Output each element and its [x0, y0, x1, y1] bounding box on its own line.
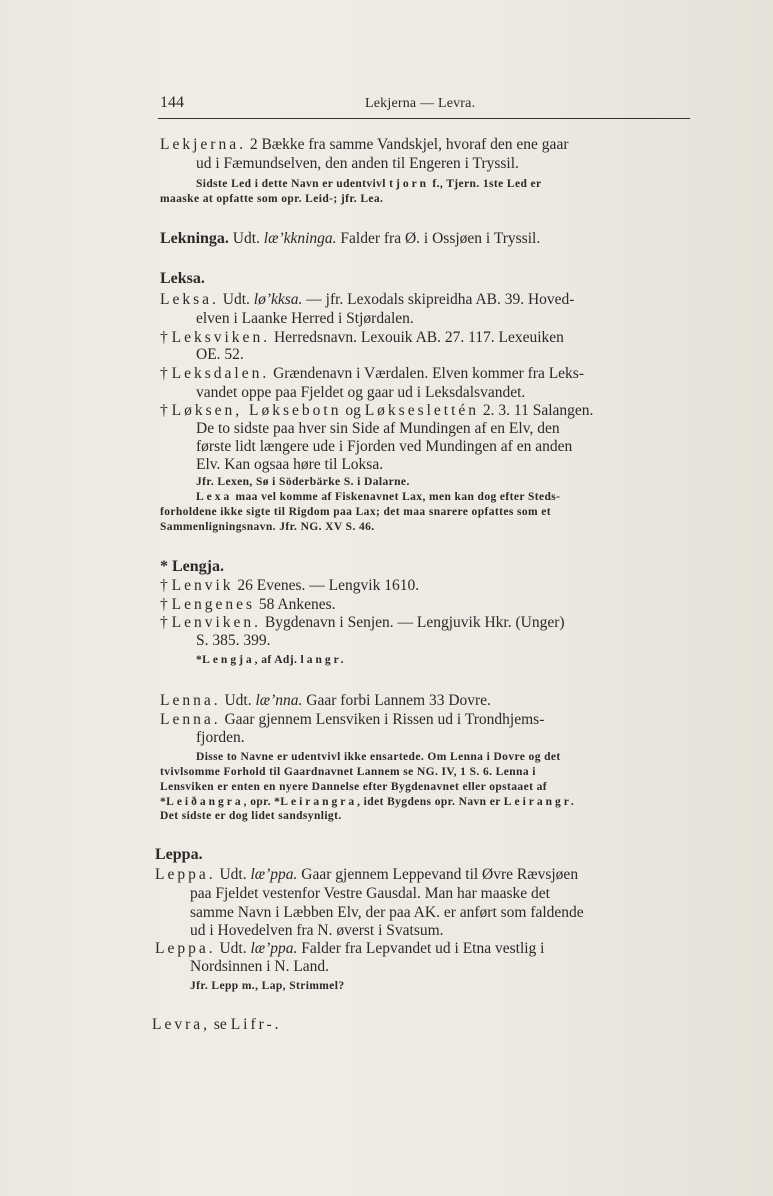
text-line [196, 632, 271, 650]
text-run: Lengenes [171, 596, 256, 613]
text-run: læ’kkninga. [263, 230, 337, 247]
text-run: langr. [300, 654, 347, 666]
text-run: † [160, 329, 172, 346]
text-run: † [160, 365, 172, 382]
text-run: Leppa. [155, 846, 203, 863]
text-run: lø’kksa. [253, 291, 303, 308]
text-run: Lekjerna. [160, 136, 246, 153]
text-run: * [196, 654, 203, 666]
text-run: Lekninga. [160, 230, 229, 247]
text-run: † [160, 614, 172, 631]
text-run: Udt. [218, 291, 254, 308]
text-line [196, 346, 244, 364]
text-run: Bygdenavn i Senjen. — Lengjuvik Hkr. (Unger) [261, 614, 565, 631]
text-run: Disse to Navne er udentvivl ikke ensartede. Om Lenna i Dovre og det [196, 751, 561, 763]
text-line [160, 558, 224, 576]
text-run: første lidt længere ude i Fjorden ved Mundingen af en anden [196, 438, 573, 455]
text-run: , opr. * [243, 796, 281, 808]
text-run: Leppa. [155, 866, 216, 883]
text-line [160, 781, 547, 793]
text-line [160, 796, 577, 808]
text-run: Lensviken er enten en nyere Dannelse efter Bygdenavnet eller opstaaet af [160, 781, 547, 793]
text-run: tvivlsomme Forhold til Gaardnavnet Lannem se NG. IV, 1 S. 6. Lenna i [160, 766, 536, 778]
text-run: Grændenavn i Værdalen. Elven kommer fra Leks- [269, 365, 584, 382]
text-run: samme Navn i Læbben Elv, der paa AK. er anført som faldende [190, 904, 584, 921]
text-run: 58 Ankenes. [255, 596, 336, 613]
text-run: Elv. Kan ogsaa høre til Loksa. [196, 456, 384, 473]
text-run: Gaar gjennem Lensviken i Rissen ud i Trondhjems- [220, 711, 545, 728]
text-line [160, 365, 584, 383]
text-run: tjorn [389, 178, 430, 190]
text-line [190, 922, 444, 940]
text-run: Løksen, Løksebotn [171, 402, 342, 419]
text-run: fjorden. [196, 729, 245, 746]
text-run: — jfr. Lexodals skipreidha AB. 39. Hoved- [302, 291, 575, 308]
text-run: * [160, 796, 167, 808]
text-run: maa vel komme af Fiskenavnet Lax, men kan dog efter Steds- [232, 491, 561, 503]
text-line [160, 596, 336, 614]
text-run: maaske at opfatte som opr. Leid-; jfr. Lea. [160, 193, 384, 205]
text-line [160, 577, 419, 595]
text-line [190, 958, 329, 976]
text-line [196, 384, 525, 402]
text-run: vandet oppe paa Fjeldet og gaar ud i Leksdalsvandet. [196, 384, 526, 401]
text-run: Lengja [202, 654, 255, 666]
text-line [160, 766, 536, 778]
text-run: Sidste Led i dette Navn er udentvivl [196, 178, 390, 190]
text-line [160, 329, 564, 347]
text-run: elven i Laanke Herred i Stjørdalen. [196, 310, 414, 327]
text-run: Udt. [228, 230, 264, 247]
text-run: læ’nna. [255, 692, 303, 709]
text-run: Lenna. [160, 692, 221, 709]
text-line [196, 751, 561, 763]
text-line [196, 491, 560, 503]
text-line [160, 270, 205, 288]
text-run: Udt. [215, 866, 251, 883]
text-run: Leksa. [160, 270, 205, 287]
text-run: Lenvik [171, 577, 234, 594]
text-line [160, 193, 383, 205]
text-line [196, 476, 410, 488]
text-line [190, 885, 550, 903]
text-run: Leksviken. [171, 329, 271, 346]
text-run: 2. 3. 11 Salangen. [479, 402, 594, 419]
text-line [155, 866, 578, 884]
text-run: Lifr-. [230, 1016, 282, 1033]
text-run: 26 Evenes. — Lengvik 1610. [233, 577, 420, 594]
text-line [155, 940, 544, 958]
text-run: f., Tjern. 1ste Led er [429, 178, 542, 190]
text-run: Leiðangra [166, 796, 244, 808]
text-run: S. 385. 399. [196, 632, 271, 649]
text-run: Det sidste er dog lidet sandsynligt. [160, 810, 342, 822]
text-run: † [160, 402, 172, 419]
page-number: 144 [160, 94, 184, 111]
text-run: Leirangra [280, 796, 358, 808]
text-run: Jfr. Lexen, Sø i Söderbärke S. i Dalarne. [196, 476, 410, 488]
text-run: læ’ppa. [250, 940, 298, 957]
text-run: Gaar gjennem Leppevand til Øvre Rævsjøen [297, 866, 579, 883]
text-run: se [210, 1016, 231, 1033]
text-line [152, 1016, 282, 1034]
text-run: Herredsnavn. Lexouik AB. 27. 117. Lexeuiken [270, 329, 564, 346]
text-run: Leppa. [155, 940, 216, 957]
text-run: Lenviken. [171, 614, 262, 631]
text-run: Leksa. [160, 291, 219, 308]
text-run: Leksdalen. [171, 365, 270, 382]
text-run: OE. 52. [196, 346, 244, 363]
running-title: Lekjerna — Levra. [365, 96, 476, 111]
text-line [196, 310, 414, 328]
text-run: Lexa [196, 491, 233, 503]
text-run: Lenna. [160, 711, 221, 728]
text-line [160, 810, 342, 822]
text-line [155, 846, 203, 864]
text-line [190, 904, 584, 922]
text-run: † [160, 596, 172, 613]
text-run: Nordsinnen i N. Land. [190, 958, 330, 975]
text-run: ud i Fæmundselven, den anden til Engeren i Tryssil. [196, 155, 519, 172]
text-line [196, 420, 560, 438]
text-run: Udt. [220, 692, 256, 709]
text-line [196, 456, 383, 474]
text-line [196, 178, 542, 190]
text-run: 2 Bække fra samme Vandskjel, hvoraf den ene gaar [245, 136, 569, 153]
text-line [196, 155, 519, 173]
text-line [160, 711, 544, 729]
text-run: Levra, [152, 1016, 211, 1033]
text-run: ud i Hovedelven fra N. øverst i Svatsum. [190, 922, 444, 939]
text-run: læ’ppa. [250, 866, 298, 883]
text-run: , af Adj. [254, 654, 301, 666]
text-run: forholdene ikke sigte til Rigdom paa Lax; det maa snarere opfattes som et [160, 506, 551, 518]
text-line [160, 692, 491, 710]
text-line [160, 614, 565, 632]
text-line [196, 654, 347, 666]
text-line [196, 438, 572, 456]
text-run: Leirangr. [503, 796, 577, 808]
text-run: Udt. [215, 940, 251, 957]
text-line [196, 729, 245, 747]
text-line [160, 230, 540, 248]
text-line [160, 136, 568, 154]
text-run: og [341, 402, 365, 419]
text-run: * Lengja. [160, 558, 224, 575]
text-run: paa Fjeldet vestenfor Vestre Gausdal. Man har maaske det [190, 885, 550, 902]
text-run: Sammenligningsnavn. Jfr. NG. XV S. 46. [160, 521, 375, 533]
text-line [160, 402, 593, 420]
text-line [160, 506, 551, 518]
text-run: Falder fra Lepvandet ud i Etna vestlig i [297, 940, 545, 957]
text-run: De to sidste paa hver sin Side af Mundingen af en Elv, den [196, 420, 560, 437]
header-rule [158, 118, 690, 119]
text-line [160, 521, 375, 533]
text-line [160, 291, 574, 309]
text-run: Falder fra Ø. i Ossjøen i Tryssil. [336, 230, 541, 247]
text-run: Jfr. Lepp m., Lap, Strimmel? [190, 980, 345, 992]
text-run: , idet Bygdens opr. Navn er [357, 796, 504, 808]
text-line [190, 980, 345, 992]
text-run: † [160, 577, 172, 594]
text-run: Løkseslettén [364, 402, 480, 419]
text-run: Gaar forbi Lannem 33 Dovre. [302, 692, 491, 709]
